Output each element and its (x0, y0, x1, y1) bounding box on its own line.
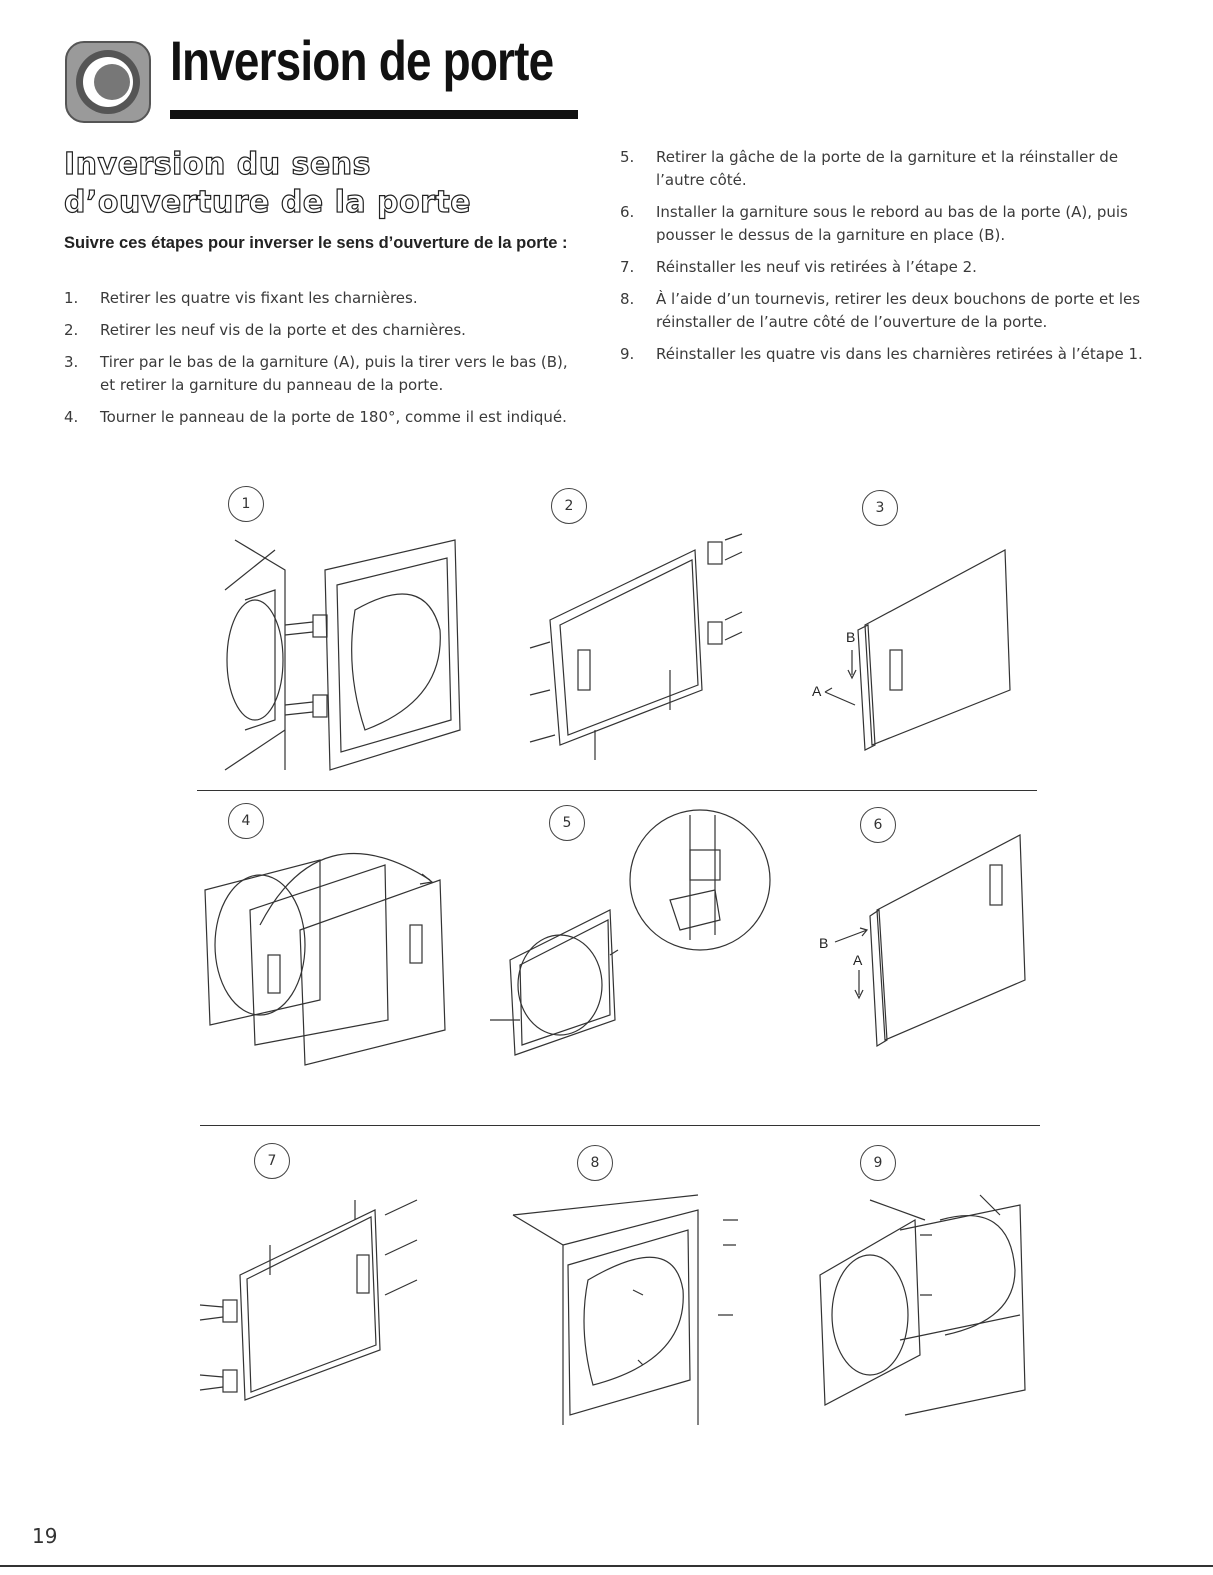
figure-number-8: 8 (577, 1145, 613, 1181)
figure-number-4: 4 (228, 803, 264, 839)
step-item (64, 287, 584, 310)
page-number: 19 (32, 1524, 58, 1548)
step-text: Retirer les neuf vis de la porte et des charnières. (100, 321, 466, 339)
figure-number-2: 2 (551, 488, 587, 524)
figure-6-illustration (815, 830, 1035, 1075)
step-number: 9. (620, 345, 635, 363)
figure-4-illustration (200, 830, 460, 1075)
step-item (64, 351, 584, 397)
figure-number-3: 3 (862, 490, 898, 526)
step-text: Tirer par le bas de la garniture (A), puis la tirer vers le bas (B), et retirer la garniture du panneau de la porte. (100, 353, 568, 394)
figure-8-illustration (508, 1190, 748, 1435)
section-title: Inversion du sens d’ouverture de la porte (64, 147, 472, 220)
step-text: À l’aide d’un tournevis, retirer les deux bouchons de porte et les réinstaller de l’autre côté de l’ouverture de la porte. (656, 290, 1141, 331)
step-number: 4. (64, 408, 79, 426)
page-title: Inversion de porte (170, 29, 554, 92)
title-underline (170, 110, 578, 119)
figure-5-illustration (490, 810, 790, 1075)
step-item (620, 256, 1150, 279)
figure-number-9: 9 (860, 1145, 896, 1181)
callout-b: B (819, 935, 829, 951)
step-item (620, 343, 1150, 366)
row-divider-1 (197, 790, 1037, 791)
steps-list-left (64, 287, 584, 438)
figure-number-5: 5 (549, 805, 585, 841)
steps-list-right (620, 146, 1150, 375)
step-number: 1. (64, 289, 79, 307)
step-item (64, 319, 584, 342)
step-text: Retirer les quatre vis fixant les charnières. (100, 289, 418, 307)
step-text: Réinstaller les neuf vis retirées à l’étape 2. (656, 258, 977, 276)
callout-b: B (846, 629, 856, 645)
step-number: 3. (64, 353, 79, 371)
figure-7-illustration (195, 1195, 435, 1440)
figure-number-1: 1 (228, 486, 264, 522)
step-number: 7. (620, 258, 635, 276)
step-text: Installer la garniture sous le rebord au bas de la porte (A), puis pousser le dessus de la garniture en place (B). (656, 203, 1128, 244)
callout-a: A (812, 683, 822, 699)
bottom-rule (0, 1565, 1213, 1567)
step-number: 2. (64, 321, 79, 339)
step-item (64, 406, 584, 429)
section-subtitle: Suivre ces étapes pour inverser le sens d’ouverture de la porte : (64, 234, 568, 252)
figure-1-illustration (225, 530, 475, 785)
figure-number-7: 7 (254, 1143, 290, 1179)
step-number: 6. (620, 203, 635, 221)
step-text: Retirer la gâche de la porte de la garniture et la réinstaller de l’autre côté. (656, 148, 1119, 189)
row-divider-2 (200, 1125, 1040, 1126)
step-number: 5. (620, 148, 635, 166)
step-item (620, 201, 1150, 247)
step-number: 8. (620, 290, 635, 308)
figure-2-illustration (520, 530, 760, 775)
callout-a: A (853, 952, 863, 968)
step-text: Tourner le panneau de la porte de 180°, comme il est indiqué. (100, 408, 567, 426)
figure-number-6: 6 (860, 807, 896, 843)
step-text: Réinstaller les quatre vis dans les charnières retirées à l’étape 1. (656, 345, 1143, 363)
step-item (620, 288, 1150, 334)
figure-3-illustration (810, 530, 1030, 775)
logo-icon (64, 40, 152, 124)
figure-9-illustration (810, 1190, 1040, 1435)
step-item (620, 146, 1150, 192)
